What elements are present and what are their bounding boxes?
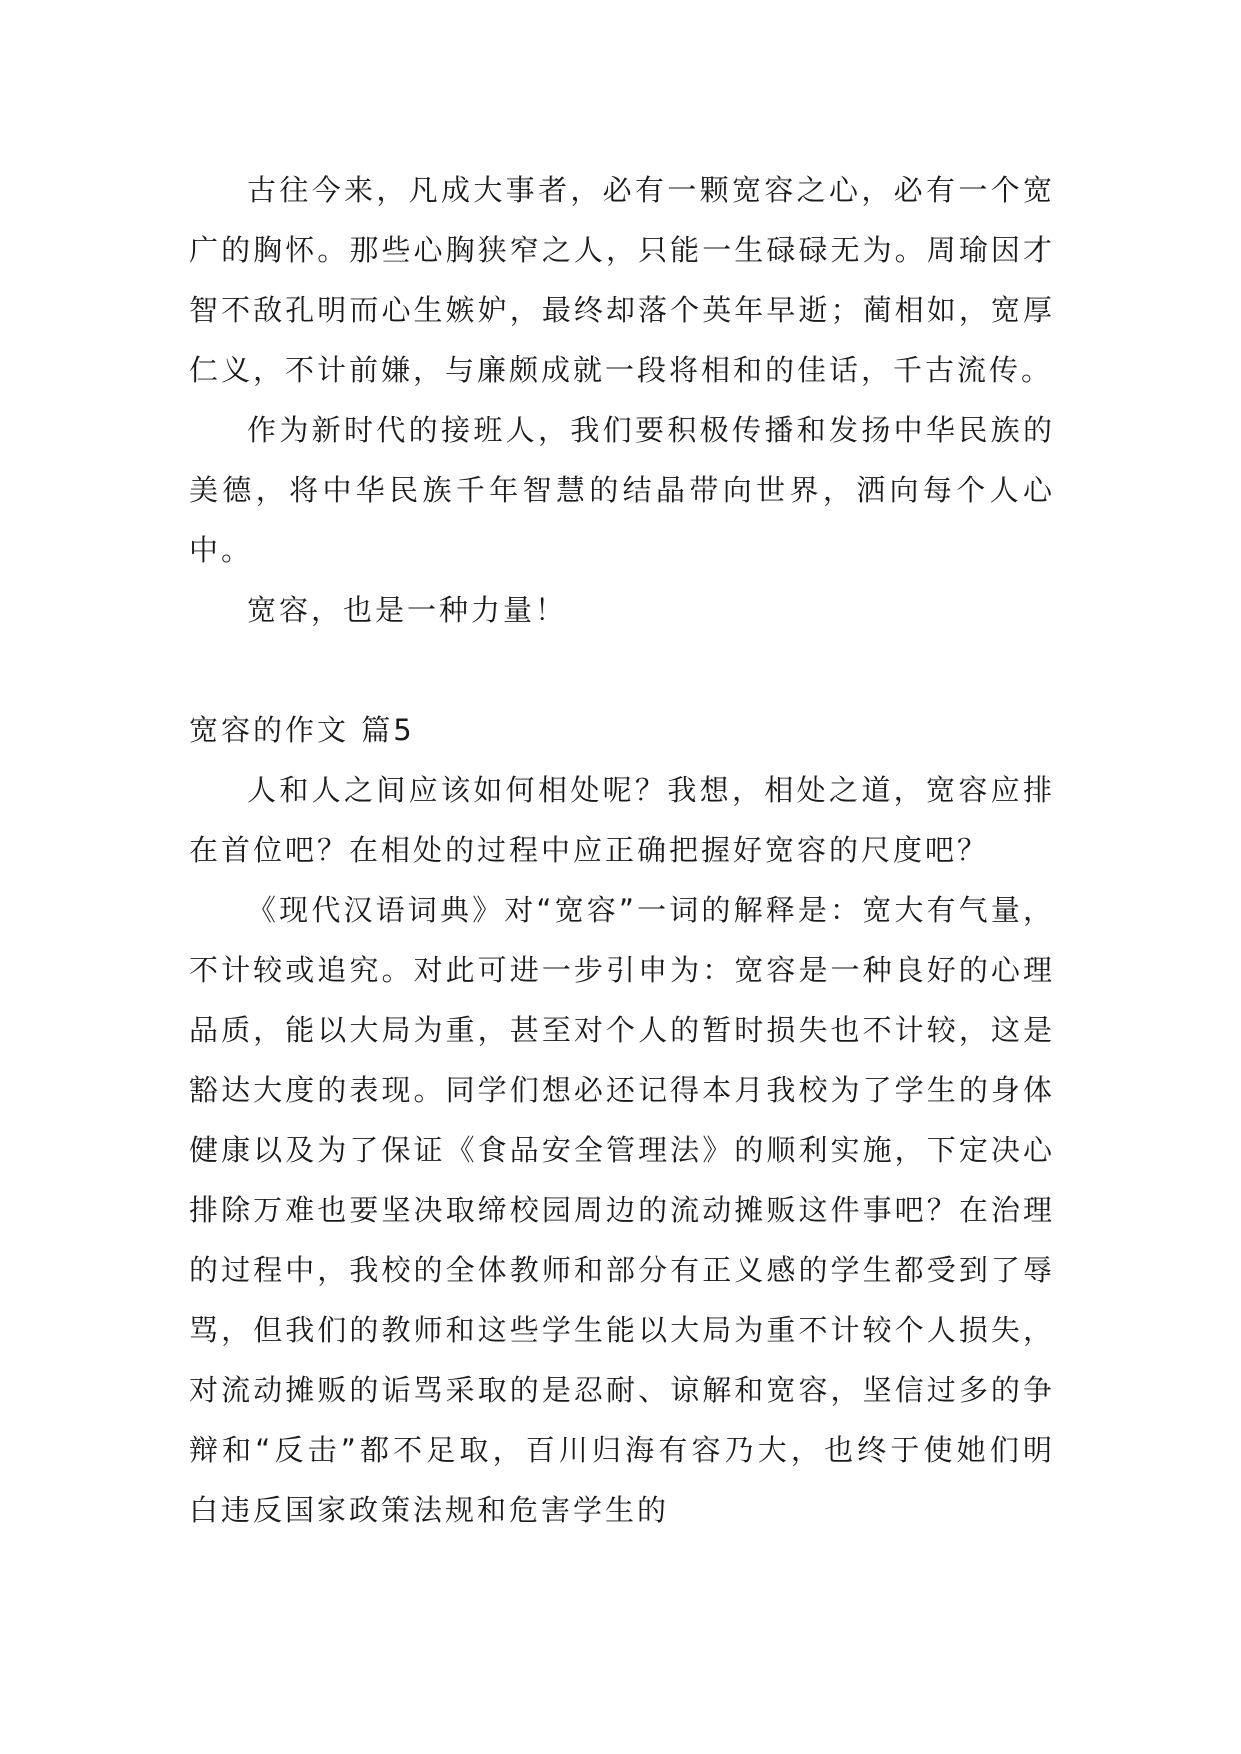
paragraph-new-era-successors: 作为新时代的接班人，我们要积极传播和发扬中华民族的美德，将中华民族千年智慧的结晶带向世界，洒向每个人心中。: [189, 413, 1055, 567]
section-heading: 宽容的作文 篇5: [189, 713, 415, 747]
section-gap: [189, 640, 1055, 700]
paragraph-how-to-get-along: 人和人之间应该如何相处呢？我想，相处之道，宽容应排在首位吧？在相处的过程中应正确把握好宽容的尺度吧？: [189, 773, 1055, 867]
document-body: [189, 160, 1055, 1540]
paragraph-dictionary-definition: 《现代汉语词典》对“宽容”一词的解释是：宽大有气量，不计较或追究。对此可进一步引申为：宽容是一种良好的心理品质，能以大局为重，甚至对个人的暂时损失也不计较，这是豁达大度的表现。同学们想必还记得本月我校为了学生的身体健康以及为了保证《食品安全管理法》的顺利实施，下定决心排除万难也要坚决取缔校园周边的流动摊贩这件事吧？在治理的过程中，我校的全体教师和部分有正义感的学生都受到了辱骂，但我们的教师和这些学生能以大局为重不计较个人损失，对流动摊贩的诟骂采取的是忍耐、谅解和宽容，坚信过多的争辩和“反击”都不足取，百川归海有容乃大，也终于使她们明白违反国家政策法规和危害学生的: [189, 893, 1055, 1527]
paragraph-tolerance-power: 宽容，也是一种力量！: [247, 593, 568, 627]
paragraph-zhou-yu-lin-xiangru: 古往今来，凡成大事者，必有一颗宽容之心，必有一个宽广的胸怀。那些心胸狭窄之人，只能一生碌碌无为。周瑜因才智不敌孔明而心生嫉妒，最终却落个英年早逝；蔺相如，宽厚仁义，不计前嫌，与廉颇成就一段将相和的佳话，千古流传。: [189, 173, 1055, 387]
